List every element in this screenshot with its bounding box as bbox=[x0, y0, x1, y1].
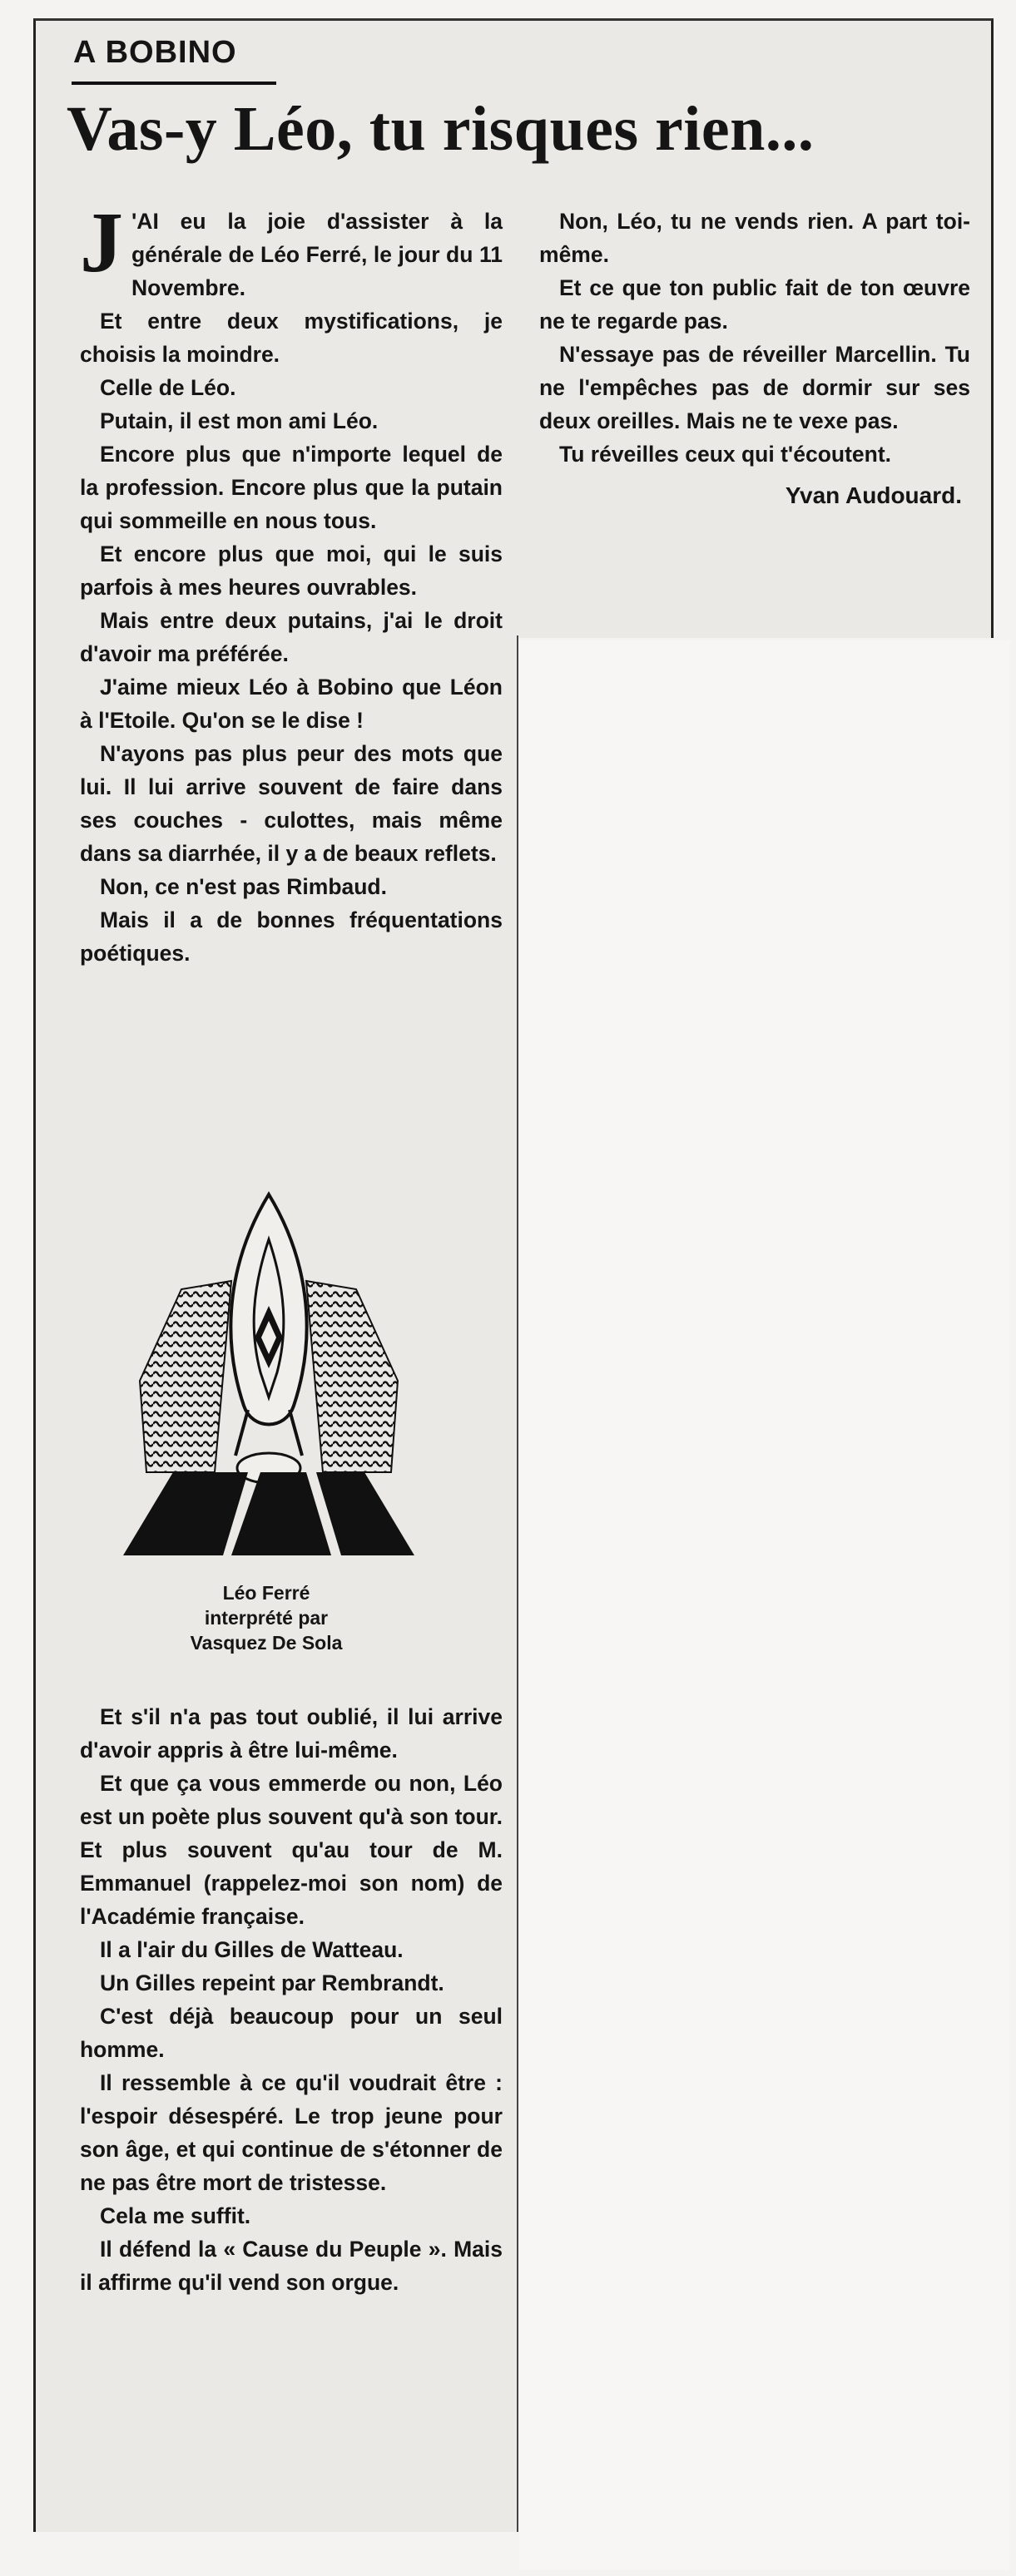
illustration-caption-line: interprété par bbox=[204, 1607, 329, 1629]
paragraph: Et ce que ton public fait de ton œuvre ne te regarde pas. bbox=[539, 275, 970, 334]
blank-paper-area bbox=[519, 640, 1010, 2570]
paragraph: J'aime mieux Léo à Bobino que Léon à l'Etoile. Qu'on se le dise ! bbox=[80, 675, 503, 733]
section-underline bbox=[72, 82, 276, 85]
paragraph: C'est déjà beaucoup pour un seul homme. bbox=[80, 2004, 503, 2062]
paragraph: N'essaye pas de réveiller Marcellin. Tu ne l'empêches pas de dormir sur ses deux oreilles. Mais ne te vexe pas. bbox=[539, 342, 970, 433]
paragraph: Putain, il est mon ami Léo. bbox=[100, 408, 379, 433]
author-signature: Yvan Audouard. bbox=[785, 482, 962, 508]
paragraph: Et entre deux mystifications, je choisis la moindre. bbox=[80, 309, 503, 367]
lead-paragraph bbox=[80, 195, 503, 304]
illustration-caption-line: Vasquez De Sola bbox=[190, 1632, 343, 1654]
paragraph: Et s'il n'a pas tout oublié, il lui arrive d'avoir appris à être lui-même. bbox=[80, 1704, 503, 1763]
paragraph: Celle de Léo. bbox=[100, 375, 236, 400]
paragraph: Tu réveilles ceux qui t'écoutent. bbox=[559, 442, 892, 467]
paragraph: Il a l'air du Gilles de Watteau. bbox=[100, 1937, 404, 1962]
article-column-left-top bbox=[80, 195, 503, 970]
paragraph: Un Gilles repeint par Rembrandt. bbox=[100, 1970, 444, 1995]
section-label: A BOBINO bbox=[73, 35, 237, 70]
lead-text: 'AI eu la joie d'assister à la générale de Léo Ferré, le jour du 11 Novembre. bbox=[131, 209, 503, 300]
article-column-right bbox=[539, 205, 970, 512]
paragraph: Il défend la « Cause du Peuple ». Mais il affirme qu'il vend son orgue. bbox=[80, 2237, 503, 2295]
paragraph: Et que ça vous emmerde ou non, Léo est un poète plus souvent qu'à son tour. Et plus souvent qu'au tour de M. Emmanuel (rappelez-moi son nom) de l'Académie française. bbox=[80, 1771, 503, 1929]
flame-portrait-icon bbox=[123, 1189, 414, 1572]
paragraph: Encore plus que n'importe lequel de la profession. Encore plus que la putain qui sommeille en nous tous. bbox=[80, 442, 503, 533]
paragraph: Non, ce n'est pas Rimbaud. bbox=[100, 874, 387, 899]
drop-cap: J bbox=[80, 195, 123, 290]
paragraph: Mais il a de bonnes fréquentations poétiques. bbox=[80, 907, 503, 966]
paragraph: Mais entre deux putains, j'ai le droit d'avoir ma préférée. bbox=[80, 608, 503, 666]
paragraph: Non, Léo, tu ne vends rien. A part toi-même. bbox=[539, 209, 970, 267]
paragraph: Il ressemble à ce qu'il voudrait être : l'espoir désespéré. Le trop jeune pour son âge, et qui continue de s'étonner de ne pas être mort de tristesse. bbox=[80, 2070, 503, 2195]
article-column-left-bottom bbox=[80, 1700, 503, 2299]
headline: Vas-y Léo, tu risques rien... bbox=[67, 94, 815, 164]
paragraph: N'ayons pas plus peur des mots que lui. Il lui arrive souvent de faire dans ses couches - culottes, mais même dans sa diarrhée, il y a de beaux reflets. bbox=[80, 741, 503, 866]
paragraph: Et encore plus que moi, qui le suis parfois à mes heures ouvrables. bbox=[80, 541, 503, 600]
paragraph: Cela me suffit. bbox=[100, 2203, 251, 2228]
illustration-caption-line: Léo Ferré bbox=[222, 1582, 310, 1604]
